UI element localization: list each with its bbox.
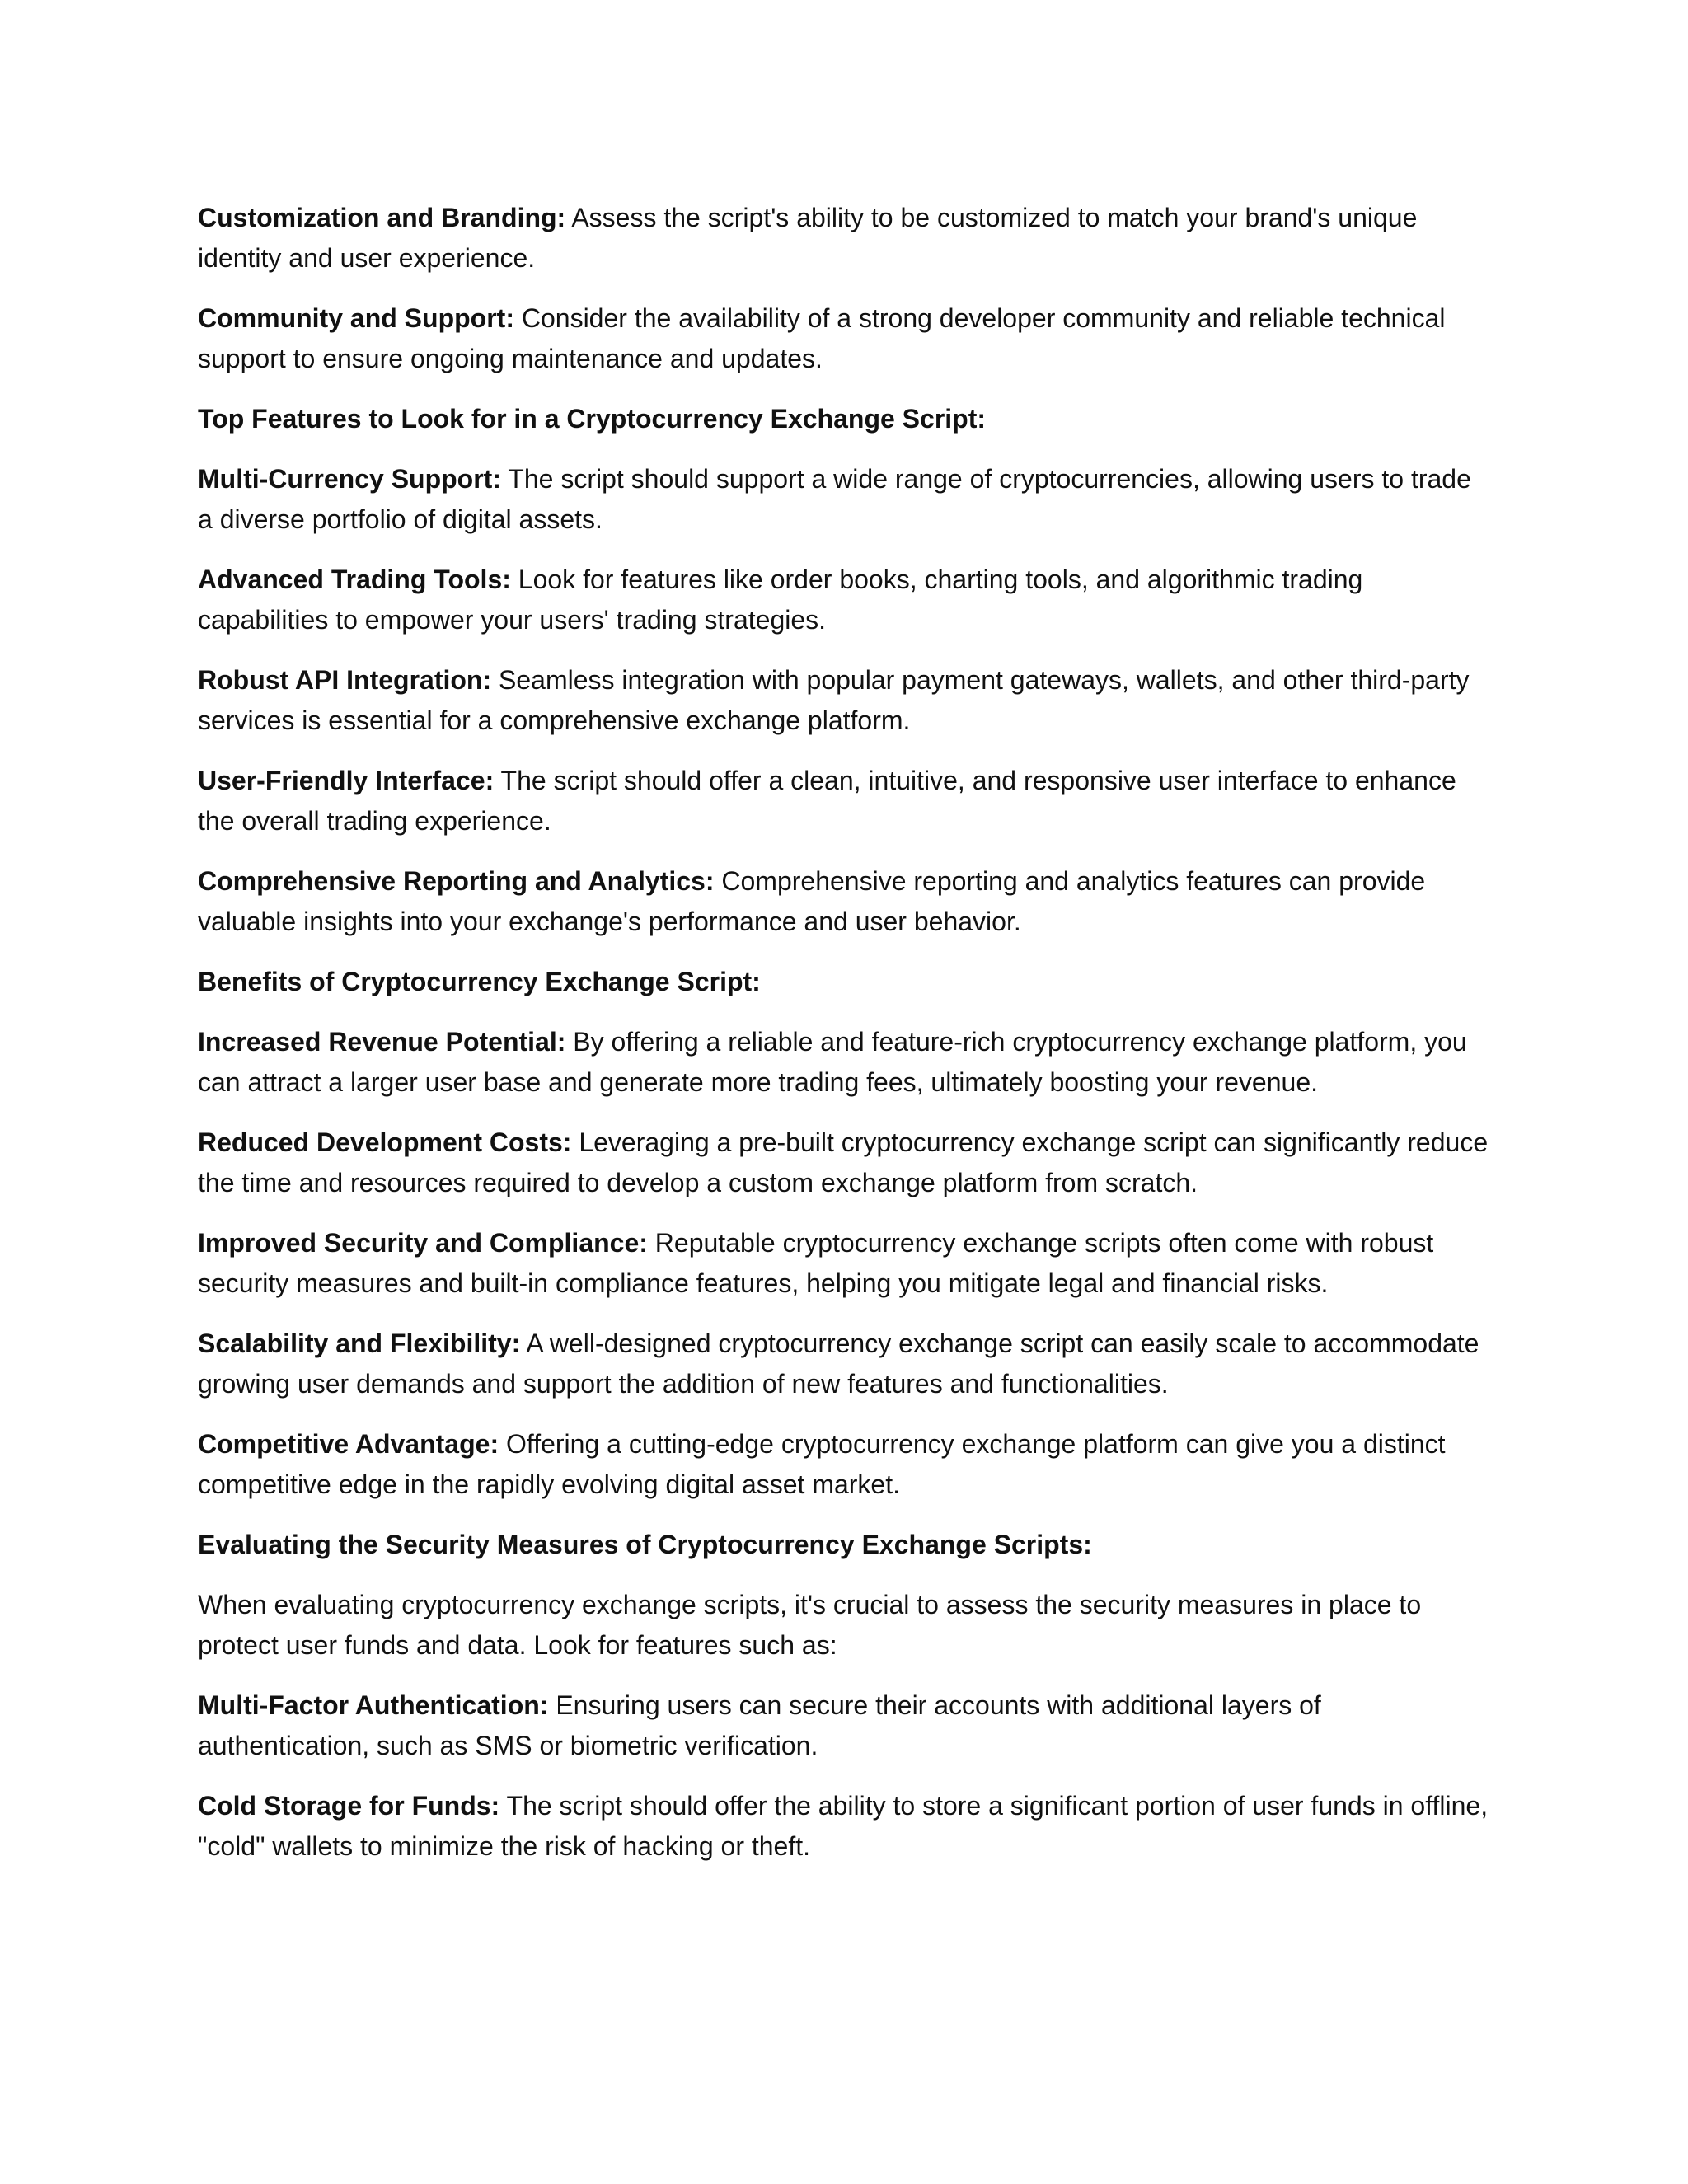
- text-security-compliance: Reputable cryptocurrency exchange scripts often come with robust security measures and built-in compliance features, helping you mitigate legal and financial risks.: [198, 1228, 1434, 1298]
- text-api-integration: Seamless integration with popular payment gateways, wallets, and other third-party services is essential for a comprehensive exchange platform.: [198, 665, 1470, 735]
- text-cold-storage: The script should offer the ability to store a significant portion of user funds in offline, "cold" wallets to minimize the risk of hacking or theft.: [198, 1791, 1489, 1861]
- paragraph-multi-currency: [198, 459, 1490, 540]
- heading-benefits: Benefits of Cryptocurrency Exchange Script:: [198, 967, 761, 996]
- text-community-support: Consider the availability of a strong developer community and reliable technical support to ensure ongoing maintenance and updates.: [198, 303, 1446, 373]
- text-advanced-trading: Look for features like order books, charting tools, and algorithmic trading capabilities to empower your users' trading strategies.: [198, 565, 1363, 635]
- paragraph-competitive-advantage: [198, 1424, 1490, 1505]
- term-customization-branding: Customization and Branding:: [198, 203, 566, 232]
- term-development-costs: Reduced Development Costs:: [198, 1127, 572, 1157]
- paragraph-advanced-trading: [198, 560, 1490, 640]
- text-user-interface: The script should offer a clean, intuitive, and responsive user interface to enhance the overall trading experience.: [198, 766, 1456, 836]
- text-customization-branding: Assess the script's ability to be customized to match your brand's unique identity and user experience.: [198, 203, 1418, 273]
- term-revenue-potential: Increased Revenue Potential:: [198, 1027, 566, 1057]
- paragraph-revenue-potential: [198, 1022, 1490, 1103]
- term-multi-factor: Multi-Factor Authentication:: [198, 1690, 549, 1720]
- text-revenue-potential: By offering a reliable and feature-rich cryptocurrency exchange platform, you can attract a larger user base and generate more trading fees, ultimately boosting your revenue.: [198, 1027, 1467, 1097]
- paragraph-customization-branding: [198, 198, 1490, 279]
- term-security-compliance: Improved Security and Compliance:: [198, 1228, 648, 1258]
- term-cold-storage: Cold Storage for Funds:: [198, 1791, 500, 1821]
- heading-top-features: Top Features to Look for in a Cryptocurrency Exchange Script:: [198, 404, 987, 434]
- term-scalability: Scalability and Flexibility:: [198, 1329, 521, 1358]
- document-body: [198, 198, 1490, 1867]
- term-api-integration: Robust API Integration:: [198, 665, 492, 695]
- term-user-interface: User-Friendly Interface:: [198, 766, 495, 795]
- paragraph-security-compliance: [198, 1223, 1490, 1304]
- heading-security-measures: Evaluating the Security Measures of Cryptocurrency Exchange Scripts:: [198, 1530, 1092, 1559]
- term-community-support: Community and Support:: [198, 303, 514, 333]
- term-competitive-advantage: Competitive Advantage:: [198, 1429, 499, 1459]
- paragraph-scalability: [198, 1324, 1490, 1404]
- paragraph-cold-storage: [198, 1786, 1490, 1867]
- paragraph-api-integration: [198, 660, 1490, 741]
- paragraph-community-support: [198, 298, 1490, 379]
- paragraph-development-costs: [198, 1122, 1490, 1203]
- term-multi-currency: Multi-Currency Support:: [198, 464, 501, 494]
- text-reporting-analytics: Comprehensive reporting and analytics features can provide valuable insights into your exchange's performance and user behavior.: [198, 866, 1426, 936]
- paragraph-reporting-analytics: [198, 861, 1490, 942]
- text-multi-factor: Ensuring users can secure their accounts with additional layers of authentication, such as SMS or biometric verification.: [198, 1690, 1321, 1760]
- text-multi-currency: The script should support a wide range of cryptocurrencies, allowing users to trade a diverse portfolio of digital assets.: [198, 464, 1471, 534]
- text-scalability: A well-designed cryptocurrency exchange script can easily scale to accommodate growing user demands and support the addition of new features and functionalities.: [198, 1329, 1479, 1399]
- paragraph-multi-factor: [198, 1685, 1490, 1766]
- term-advanced-trading: Advanced Trading Tools:: [198, 565, 511, 594]
- text-competitive-advantage: Offering a cutting-edge cryptocurrency exchange platform can give you a distinct competitive edge in the rapidly evolving digital asset market.: [198, 1429, 1446, 1499]
- term-reporting-analytics: Comprehensive Reporting and Analytics:: [198, 866, 715, 896]
- paragraph-security-intro: When evaluating cryptocurrency exchange scripts, it's crucial to assess the security measures in place to protect user funds and data. Look for features such as:: [198, 1590, 1422, 1660]
- paragraph-user-interface: [198, 761, 1490, 841]
- text-development-costs: Leveraging a pre-built cryptocurrency exchange script can significantly reduce the time and resources required to develop a custom exchange platform from scratch.: [198, 1127, 1489, 1197]
